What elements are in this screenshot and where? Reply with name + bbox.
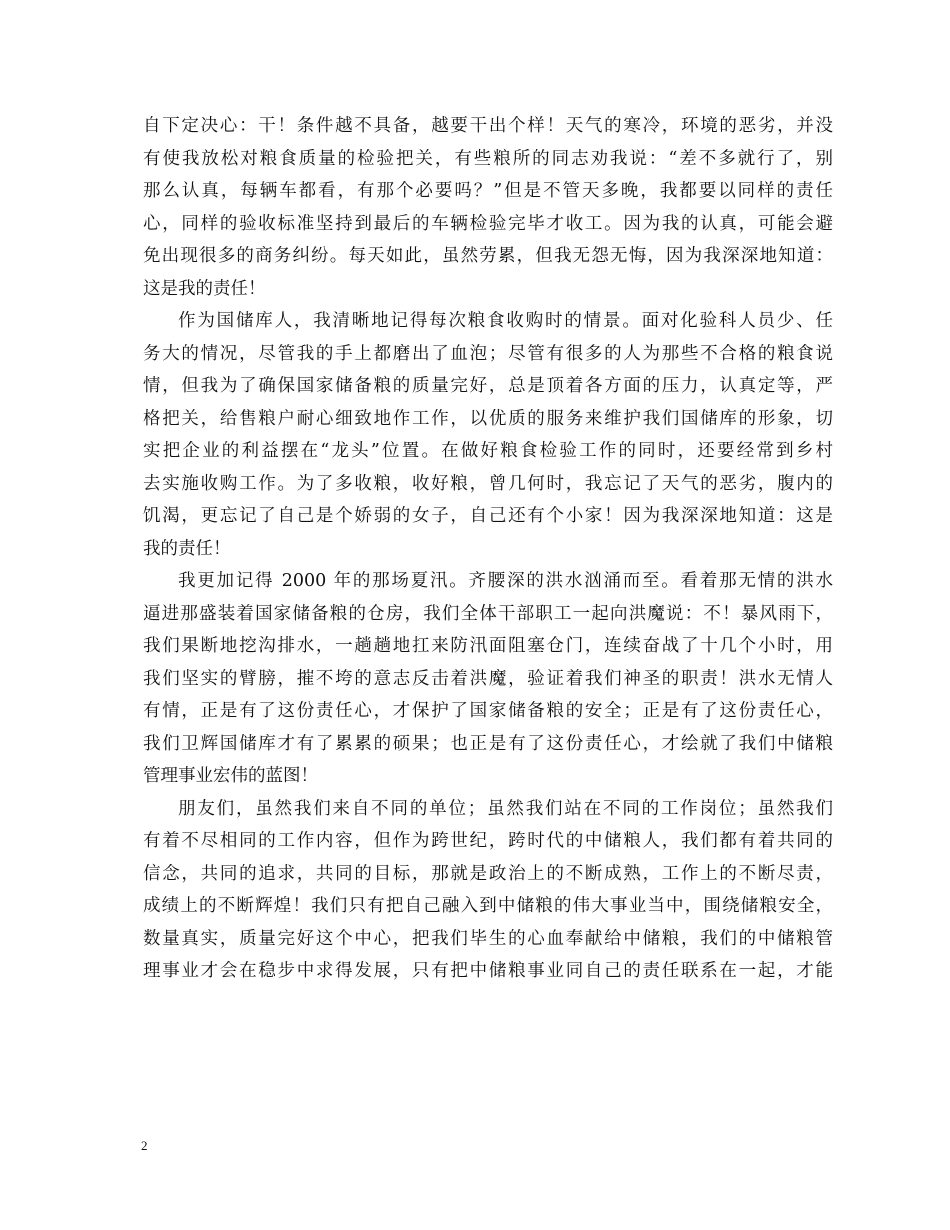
text-line: 作为国储库人，我清晰地记得每次粮食收购时的情景。面对化验科人员少、任 xyxy=(178,311,833,331)
paragraph xyxy=(143,305,833,565)
text-line: 管理事业宏伟的蓝图！ xyxy=(143,766,318,786)
text-line: 理事业才会在稳步中求得发展，只有把中储粮事业同自己的责任联系在一起，才能 xyxy=(143,961,833,981)
text-line: 我们果断地挖沟排水，一趟趟地扛来防汛面阻塞仓门，连续奋战了十几个小时，用 xyxy=(143,636,833,656)
text-line: 信念，共同的追求，共同的目标，那就是政治上的不断成熟，工作上的不断尽责， xyxy=(143,863,833,884)
page-number: 2 xyxy=(141,1138,148,1153)
text-line: 我们卫辉国储库才有了累累的硕果；也正是有了这份责任心，才绘就了我们中储粮 xyxy=(143,733,833,754)
text-line: 心，同样的验收标准坚持到最后的车辆检验完毕才收工。因为我的认真，可能会避 xyxy=(143,213,833,234)
text-line: 去实施收购工作。为了多收粮，收好粮，曾几何时，我忘记了天气的恶劣，腹内的 xyxy=(143,473,833,494)
text-line: 那么认真，每辆车都看，有那个必要吗？”但是不管天多晚，我都要以同样的责任 xyxy=(143,181,833,201)
paragraph xyxy=(143,110,833,305)
text-line: 逼进那盛装着国家储备粮的仓房，我们全体干部职工一起向洪魔说：不！暴风雨下， xyxy=(143,603,833,624)
text-line: 饥渴，更忘记了自己是个娇弱的女子，自己还有个小家！因为我深深地知道：这是 xyxy=(143,506,833,526)
text-line: 实把企业的利益摆在“龙头”位置。在做好粮食检验工作的同时，还要经常到乡村 xyxy=(143,441,833,461)
text-line: 我的责任！ xyxy=(143,538,231,559)
text-line: 务大的情况，尽管我的手上都磨出了血泡；尽管有很多的人为那些不合格的粮食说 xyxy=(143,343,833,364)
text-line: 免出现很多的商务纠纷。每天如此，虽然劳累，但我无怨无悔，因为我深深地知道： xyxy=(143,246,833,266)
text-line: 我更加记得 2000 年的那场夏汛。齐腰深的洪水汹涌而至。看着那无情的洪水 xyxy=(178,571,833,591)
text-line: 成绩上的不断辉煌！我们只有把自己融入到中储粮的伟大事业当中，围绕储粮安全， xyxy=(143,896,833,916)
paragraph xyxy=(143,565,833,793)
text-line: 我们坚实的臂膀，摧不垮的意志反击着洪魔，验证着我们神圣的职责！洪水无情人 xyxy=(143,668,833,689)
body-text xyxy=(143,110,833,988)
text-line: 朋友们，虽然我们来自不同的单位；虽然我们站在不同的工作岗位；虽然我们 xyxy=(178,798,833,819)
text-line: 有使我放松对粮食质量的检验把关，有些粮所的同志劝我说：“差不多就行了，别 xyxy=(143,148,833,169)
text-line: 数量真实，质量完好这个中心，把我们毕生的心血奉献给中储粮，我们的中储粮管 xyxy=(143,928,833,949)
paragraph xyxy=(143,793,833,988)
text-line: 情，但我为了确保国家储备粮的质量完好，总是顶着各方面的压力，认真定等，严 xyxy=(143,376,833,396)
text-line: 有情，正是有了这份责任心，才保护了国家储备粮的安全；正是有了这份责任心， xyxy=(143,701,833,721)
text-line: 这是我的责任！ xyxy=(143,278,266,299)
text-line: 格把关，给售粮户耐心细致地作工作，以优质的服务来维护我们国储库的形象，切 xyxy=(143,408,833,429)
text-line: 有着不尽相同的工作内容，但作为跨世纪，跨时代的中储粮人，我们都有着共同的 xyxy=(143,831,833,851)
text-line: 自下定决心：干！条件越不具备，越要干出个样！天气的寒冷，环境的恶劣，并没 xyxy=(143,116,833,136)
